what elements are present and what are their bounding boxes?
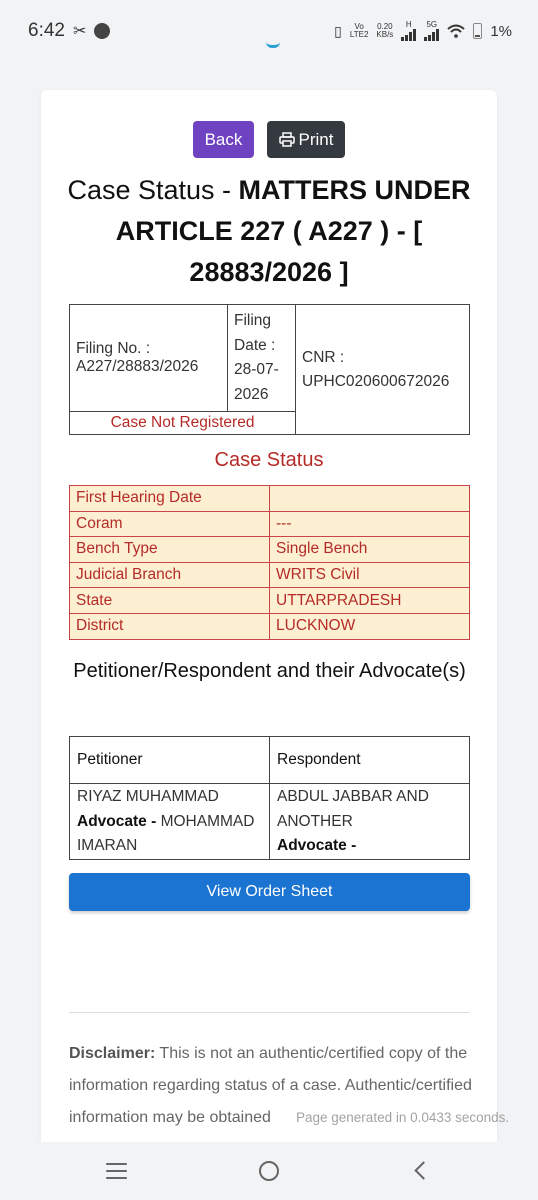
home-icon[interactable] [259,1161,279,1181]
back-nav-icon[interactable] [414,1161,432,1179]
view-order-sheet-button[interactable]: View Order Sheet [69,873,470,911]
signal-5g: 5G [424,21,439,41]
table-row: First Hearing Date [70,486,470,512]
network-speed: 0.20 KB/s [376,22,394,39]
page-title: Case Status - MATTERS UNDER ARTICLE 227 ( A227 ) - [ 28883/2026 ] [67,175,471,287]
petitioner-cell: RIYAZ MUHAMMAD Advocate - MOHAMMAD IMARAN [70,784,270,860]
filing-no-cell: Filing No. : A227/28883/2026 [70,305,228,412]
signal-bars-icon [424,29,439,41]
app-notification-icon [94,23,110,39]
print-button[interactable]: Print [267,121,345,158]
case-not-registered-label: Case Not Registered [70,412,296,435]
status-bar [0,0,538,62]
case-status-table [69,485,470,640]
table-row: Coram --- [70,511,470,537]
petitioner-header: Petitioner [70,737,270,784]
table-row: Judicial Branch WRITS Civil [70,562,470,588]
page-generation-time: Page generated in 0.0433 seconds. [296,1110,510,1125]
tools-icon: ✂ [72,23,87,40]
table-row: Bench Type Single Bench [70,537,470,563]
parties-table [69,736,470,860]
battery-level: 1% [490,22,512,40]
signal-h: H [401,21,416,41]
table-header-row [70,737,470,784]
table-row: State UTTARPRADESH [70,588,470,614]
parties-heading: Petitioner/Respondent and their Advocate(s) [73,660,466,682]
signal-bars-icon [401,29,416,41]
status-left [28,20,110,42]
divider [69,1012,470,1013]
respondent-cell: ABDUL JABBAR AND ANOTHER Advocate - [270,784,470,860]
recent-apps-icon[interactable] [106,1163,127,1184]
vibrate-icon: ▯ [334,22,342,39]
battery-icon [473,23,482,39]
cnr-cell: CNR : UPHC020600672026 [296,305,470,435]
status-right [334,21,512,41]
table-row [70,784,470,860]
network-type: Vo LTE2 [349,22,369,39]
disclaimer: Disclaimer: This is not an authentic/certified copy of the information regarding status of a case. Authentic/certified information may be obtained [69,1045,472,1126]
table-row: District LUCKNOW [70,613,470,639]
filing-table [69,304,470,435]
respondent-header: Respondent [270,737,470,784]
filing-date-cell: Filing Date : 28-07-2026 [228,305,296,412]
printer-icon [279,132,295,147]
back-button[interactable]: Back [193,121,254,158]
wifi-icon [447,24,465,38]
action-buttons [0,121,538,158]
clock: 6:42 [28,20,65,41]
case-status-heading: Case Status [214,449,324,471]
system-nav-bar [0,1142,538,1200]
